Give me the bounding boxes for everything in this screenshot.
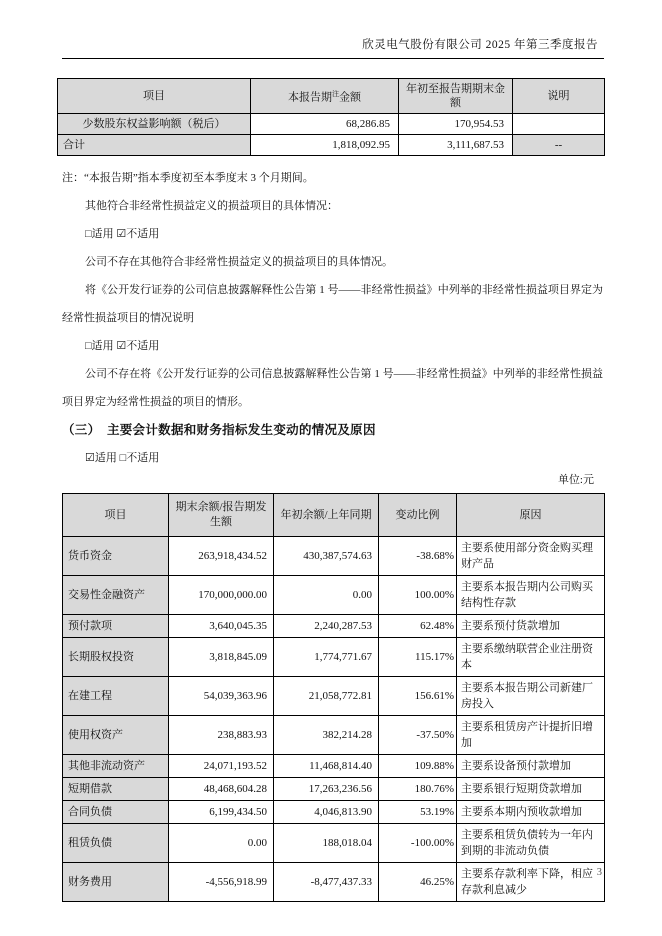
col-header-item: 项目 [63,494,169,537]
cell-reason: 主要系租赁房产计提折旧增加 [457,716,605,755]
cell-change-ratio: -37.50% [379,716,457,755]
cell-current-amount: 68,286.85 [251,114,399,135]
table-row [63,716,605,755]
col-header-item: 项目 [58,79,251,114]
table-header-row [58,79,605,114]
cell-item: 在建工程 [63,677,169,716]
cell-note [513,114,605,135]
table-row [63,615,605,638]
table-row [58,114,605,135]
cell-change-ratio: 180.76% [379,778,457,801]
table-row [63,755,605,778]
footnote-marker: 注 [332,90,339,99]
cell-item: 使用权资产 [63,716,169,755]
cell-reason: 主要系银行短期贷款增加 [457,778,605,801]
cell-ending-balance: 6,199,434.50 [169,801,274,824]
col-header-current-post: 金额 [339,91,361,104]
col-header-reason: 原因 [457,494,605,537]
cell-change-ratio: 156.61% [379,677,457,716]
col-header-ytd-amount: 年初至报告期期末金额 [399,79,513,114]
header-divider [62,58,604,59]
cell-ending-balance: 48,468,604.28 [169,778,274,801]
cell-change-ratio: 115.17% [379,638,457,677]
paragraph: 其他符合非经常性损益定义的损益项目的具体情况： [85,200,338,212]
section-heading: （三） 主要会计数据和财务指标发生变动的情况及原因 [62,423,376,437]
cell-item: 财务费用 [63,863,169,902]
cell-change-ratio: -38.68% [379,537,457,576]
col-header-current-amount [251,79,399,114]
cell-ending-balance: 54,039,363.96 [169,677,274,716]
cell-item: 租赁负债 [63,824,169,863]
cell-current-amount: 1,818,092.95 [251,135,399,156]
col-header-beginning-balance: 年初余额/上年同期 [274,494,379,537]
applicability-checkboxes: ☑适用 □不适用 [85,452,160,464]
cell-beginning-balance: 0.00 [274,576,379,615]
cell-item: 长期股权投资 [63,638,169,677]
cell-ending-balance: 3,818,845.09 [169,638,274,677]
cell-beginning-balance: 21,058,772.81 [274,677,379,716]
cell-ending-balance: -4,556,918.99 [169,863,274,902]
non-recurring-items-table [57,78,605,156]
cell-reason: 主要系本报告期公司新建厂房投入 [457,677,605,716]
applicability-checkboxes: □适用 ☑不适用 [85,340,160,352]
cell-reason: 主要系租赁负债转为一年内到期的非流动负债 [457,824,605,863]
notes-section [62,164,603,472]
footnote-text: 注：“本报告期”指本季度初至本季度末 3 个月期间。 [62,172,314,184]
cell-ending-balance: 170,000,000.00 [169,576,274,615]
cell-item: 短期借款 [63,778,169,801]
cell-item: 少数股东权益影响额（税后） [58,114,251,135]
cell-note: -- [513,135,605,156]
cell-beginning-balance: 1,774,771.67 [274,638,379,677]
cell-beginning-balance: 17,263,236.56 [274,778,379,801]
cell-reason: 主要系存款利率下降，相应存款利息减少 [457,863,605,902]
cell-item: 合同负债 [63,801,169,824]
cell-ytd-amount: 3,111,687.53 [399,135,513,156]
cell-beginning-balance: 382,214.28 [274,716,379,755]
cell-change-ratio: 109.88% [379,755,457,778]
cell-reason: 主要系使用部分资金购买理财产品 [457,537,605,576]
cell-reason: 主要系本期内预收款增加 [457,801,605,824]
cell-ytd-amount: 170,954.53 [399,114,513,135]
applicability-checkboxes: □适用 ☑不适用 [85,228,160,240]
cell-reason: 主要系缴纳联营企业注册资本 [457,638,605,677]
col-header-ending-balance: 期末余额/报告期发生额 [169,494,274,537]
cell-reason: 主要系预付货款增加 [457,615,605,638]
cell-reason: 主要系本报告期内公司购买结构性存款 [457,576,605,615]
cell-item: 其他非流动资产 [63,755,169,778]
cell-change-ratio: 100.00% [379,576,457,615]
cell-beginning-balance: 188,018.04 [274,824,379,863]
cell-ending-balance: 0.00 [169,824,274,863]
cell-ending-balance: 24,071,193.52 [169,755,274,778]
cell-beginning-balance: 4,046,813.90 [274,801,379,824]
document-header-title: 欣灵电气股份有限公司 2025 年第三季度报告 [362,39,598,51]
cell-beginning-balance: -8,477,437.33 [274,863,379,902]
col-header-change-ratio: 变动比例 [379,494,457,537]
cell-item: 预付款项 [63,615,169,638]
cell-change-ratio: 46.25% [379,863,457,902]
table-row [63,824,605,863]
col-header-note: 说明 [513,79,605,114]
paragraph: 公司不存在将《公开发行证券的公司信息披露解释性公告第 1 号——非经常性损益》中列举的非经常性损益项目界定为经常性损益的项目的情形。 [62,368,603,408]
table-row-total [58,135,605,156]
page-number: 3 [596,867,602,878]
table-row [63,537,605,576]
cell-ending-balance: 3,640,045.35 [169,615,274,638]
paragraph: 公司不存在其他符合非经常性损益定义的损益项目的具体情况。 [85,256,393,268]
paragraph: 将《公开发行证券的公司信息披露解释性公告第 1 号——非经常性损益》中列举的非经常性损益项目界定为经常性损益项目的情况说明 [62,284,603,324]
col-header-current-pre: 本报告期 [288,91,332,104]
table-row [63,778,605,801]
table-row [63,638,605,677]
cell-beginning-balance: 11,468,814.40 [274,755,379,778]
table-row [63,576,605,615]
table-row [63,677,605,716]
financial-changes-table [62,493,605,902]
cell-item: 货币资金 [63,537,169,576]
cell-item-total: 合计 [58,135,251,156]
table-header-row [63,494,605,537]
cell-reason: 主要系设备预付款增加 [457,755,605,778]
cell-change-ratio: 62.48% [379,615,457,638]
cell-ending-balance: 263,918,434.52 [169,537,274,576]
cell-change-ratio: 53.19% [379,801,457,824]
page-content [57,38,604,902]
cell-change-ratio: -100.00% [379,824,457,863]
cell-ending-balance: 238,883.93 [169,716,274,755]
cell-beginning-balance: 2,240,287.53 [274,615,379,638]
unit-label: 单位:元 [557,474,594,486]
cell-beginning-balance: 430,387,574.63 [274,537,379,576]
cell-item: 交易性金融资产 [63,576,169,615]
table-row [63,801,605,824]
table-row [63,863,605,902]
